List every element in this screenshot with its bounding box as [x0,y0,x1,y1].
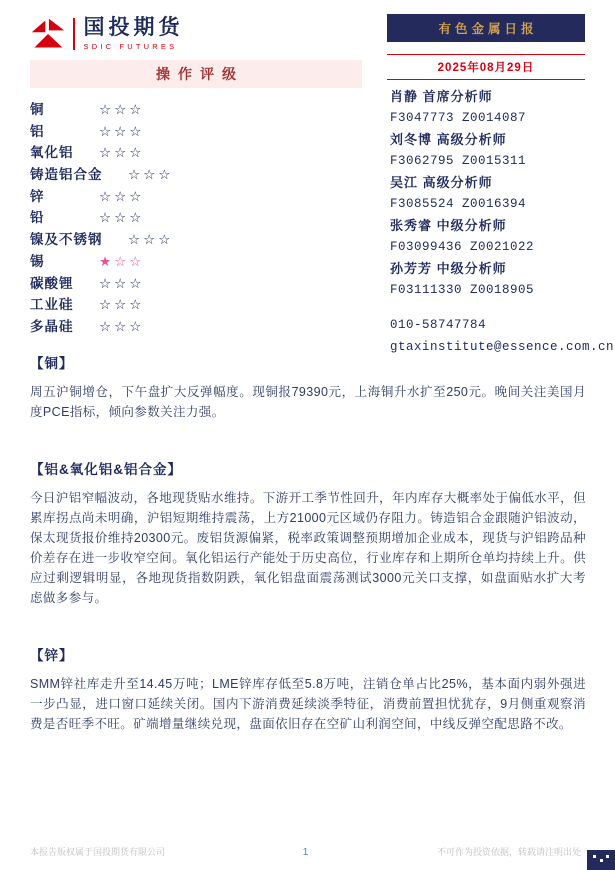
analyst-entry [390,172,590,215]
rating-panel [30,60,362,338]
star-outline-icon: ☆ [114,297,130,313]
star-outline-icon: ☆ [143,167,159,183]
star-outline-icon: ☆ [158,167,174,183]
analyst-entry [390,86,590,129]
metal-name: 锌 [30,188,45,204]
star-outline-icon: ☆ [99,123,115,139]
star-outline-icon: ☆ [128,167,144,183]
rating-row [30,99,362,121]
analyst-name: 肖静 首席分析师 [390,89,493,104]
metal-name: 工业硅 [30,297,74,313]
brand-subtitle: SDIC FUTURES [83,42,178,51]
rating-panel-title: 操作评级 [30,60,362,88]
metal-name: 镍及不锈钢 [30,232,103,248]
logo-divider [73,18,75,50]
star-rating [99,207,144,229]
analyst-name: 孙芳芳 中级分析师 [390,261,507,276]
report-date: 2025年08月29日 [387,54,585,80]
analyst-codes: F3085524 Z0016394 [390,197,527,211]
star-rating [99,294,144,316]
star-outline-icon: ☆ [129,297,145,313]
footer-disclaimer: 不可作为投资依据，转载请注明出处 [436,847,581,857]
star-outline-icon: ☆ [99,145,115,161]
star-outline-icon: ☆ [129,318,145,334]
star-outline-icon: ☆ [143,232,159,248]
star-outline-icon: ☆ [99,275,115,291]
star-outline-icon: ☆ [114,123,130,139]
star-outline-icon: ☆ [99,297,115,313]
logo [30,16,184,51]
star-rating [99,121,144,143]
brand-logo-icon [30,18,66,50]
metal-name: 锡 [30,253,45,269]
analyst-codes: F3047773 Z0014087 [390,111,527,125]
corner-mark [587,850,615,870]
rating-row [30,142,362,164]
page-footer [30,845,581,858]
metal-name: 铅 [30,210,45,226]
metal-name: 铸造铝合金 [30,167,103,183]
star-outline-icon: ☆ [129,188,145,204]
rating-row [30,186,362,208]
analyst-entry [390,258,590,301]
analyst-name: 刘冬博 高级分析师 [390,132,507,147]
rating-row [30,273,362,295]
star-rating [99,273,144,295]
star-outline-icon: ☆ [99,102,115,117]
star-filled-icon: ★ [99,253,115,269]
analyst-name: 张秀睿 中级分析师 [390,218,507,233]
brand-text [84,16,184,51]
metal-name: 多晶硅 [30,318,74,334]
star-outline-icon: ☆ [114,188,130,204]
star-outline-icon: ☆ [129,123,145,139]
report-section [30,352,586,422]
star-outline-icon: ☆ [129,275,145,291]
star-rating [128,164,173,186]
masthead [387,14,585,80]
analyst-codes: F03099436 Z0021022 [390,240,535,254]
section-body: 周五沪铜增仓，下午盘扩大反弹幅度。现铜报79390元，上海铜升水扩至250元。晚间关注美国月度PCE指标，倾向参数关注力强。 [30,385,586,419]
star-outline-icon: ☆ [114,275,130,291]
metal-name: 铜 [30,102,45,117]
metal-name: 铝 [30,123,45,139]
rating-row [30,251,362,273]
star-outline-icon: ☆ [128,232,144,248]
star-rating [99,251,144,273]
metal-name: 碳酸锂 [30,275,74,291]
star-outline-icon: ☆ [114,318,130,334]
star-outline-icon: ☆ [114,102,130,117]
rating-row [30,229,362,251]
section-heading: 【锌】 [30,648,74,663]
section-body: 今日沪铝窄幅波动，各地现货贴水维持。下游开工季节性回升，年内库存大概率处于偏低水平，但累库拐点尚未明确，沪铝短期维持震荡，上方21000元区域仍存阻力。铸造铝合金跟随沪铝波动，保太现货报价维持20300元。废铝货源偏紧，税率政策调整预期增加企业成本，现货与沪铝跨品种价差存在进一步收窄空间。氧化铝运行产能处于历史高位，行业库存和上期所仓单均持续上升。供应过剩逻辑明显，各地现货指数阴跌，氧化铝盘面震荡测试3000元关口支撑，如盘面贴水扩大考虑做多参与。 [30,491,586,605]
star-rating [99,186,144,208]
section-heading: 【铝&氧化铝&铝合金】 [30,462,182,477]
section-heading: 【铜】 [30,356,74,371]
analyst-entry [390,129,590,172]
contact-email: gtaxinstitute@essence.com.cn [390,340,615,354]
analyst-codes: F03111330 Z0018905 [390,283,535,297]
star-outline-icon: ☆ [129,145,145,161]
star-outline-icon: ☆ [129,210,145,226]
rating-row [30,316,362,338]
analyst-column [390,86,615,358]
report-body [30,352,586,770]
analyst-entry [390,215,590,258]
star-rating [99,142,144,164]
star-rating [128,229,173,251]
analyst-name: 吴江 高级分析师 [390,175,493,190]
star-outline-icon: ☆ [99,188,115,204]
star-outline-icon: ☆ [99,318,115,334]
page-number: 1 [302,847,309,858]
rating-row [30,294,362,316]
star-outline-icon: ☆ [129,253,145,269]
star-outline-icon: ☆ [99,210,115,226]
report-section [30,458,586,608]
rating-rows [30,99,362,338]
star-outline-icon: ☆ [114,210,130,226]
section-body: SMM锌社库走升至14.45万吨；LME锌库存低至5.8万吨，注销仓单占比25%，基本面内弱外强进一步凸显，进口窗口延续关闭。国内下游消费延续淡季特征，消费前置担忧犹存，9月侧重观察消费是否旺季不旺。矿端增量继续兑现，盘面依旧存在空矿山利润空间，中线反弹空配思路不改。 [30,677,586,731]
analyst-codes: F3062795 Z0015311 [390,154,527,168]
star-rating [99,99,144,121]
star-outline-icon: ☆ [114,145,130,161]
report-section [30,644,586,734]
star-outline-icon: ☆ [129,102,145,117]
star-outline-icon: ☆ [114,253,130,269]
analyst-list [390,86,590,301]
rating-row [30,207,362,229]
rating-row [30,121,362,143]
rating-row [30,164,362,186]
brand-name: 国投期货 [83,16,184,39]
contact-phone: 010-58747784 [390,318,487,332]
footer-copyright: 本报告版权属于国投期货有限公司 [30,847,166,857]
star-rating [99,316,144,338]
star-outline-icon: ☆ [158,232,174,248]
report-type-banner: 有色金属日报 [387,14,585,42]
metal-name: 氧化铝 [30,145,74,161]
